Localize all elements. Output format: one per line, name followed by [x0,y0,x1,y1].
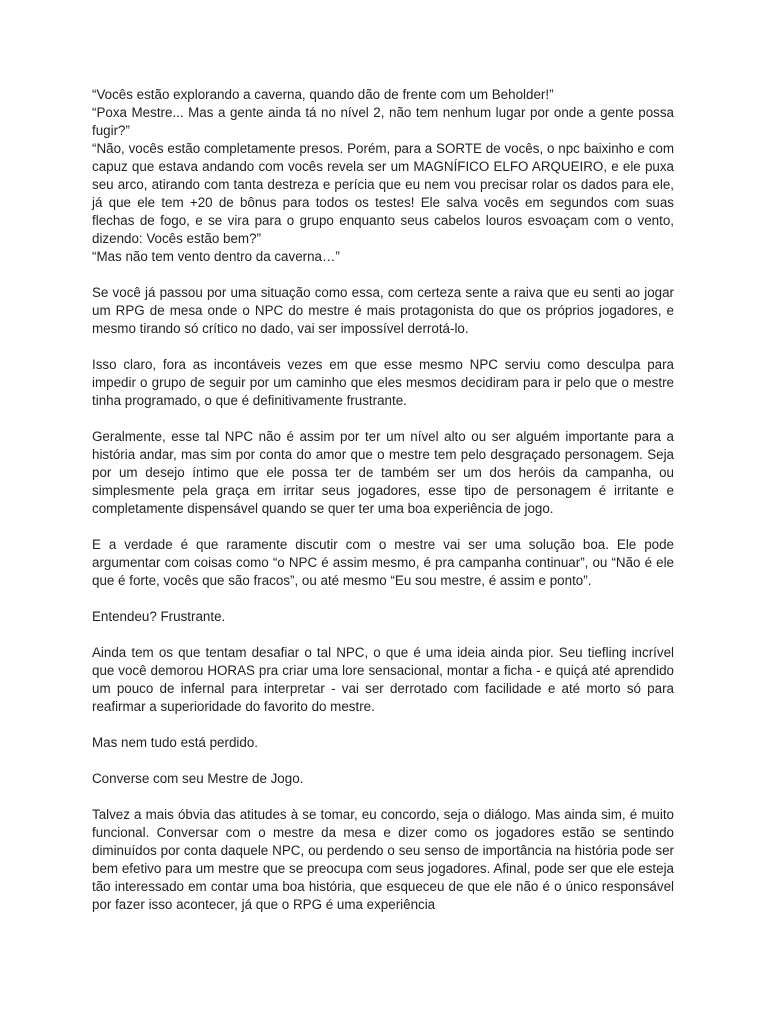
paragraph-intro: Se você já passou por uma situação como essa, com certeza sente a raiva que eu senti ao jogar um RPG de mesa onde o NPC do mestre é mais protagonista do que os próprios jogadores, e mesmo tirando só crítico no dado, vai ser impossível derrotá-lo. [92,285,674,336]
paragraph-discussion: E a verdade é que raramente discutir com o mestre vai ser uma solução boa. Ele pode argumentar com coisas como “o NPC é assim mesmo, é pra campanha continuar”, ou “Não é ele que é forte, vocês que são fracos”, ou até mesmo “Eu sou mestre, é assim e ponto”. [92,537,674,588]
paragraph-challenge: Ainda tem os que tentam desafiar o tal NPC, o que é uma ideia ainda pior. Seu tiefling incrível que você demorou HORAS pra criar uma lore sensacional, montar a ficha - e quiçá até aprendido um pouco de infernal para interpretar - vai ser derrotado com facilidade e até morto só para reafirmar a superioridade do favorito do mestre. [92,645,674,714]
section-heading-converse: Converse com seu Mestre de Jogo. [92,771,304,786]
dialogue-line-2: “Poxa Mestre... Mas a gente ainda tá no nível 2, não tem nenhum lugar por onde a gente possa fugir?” [92,105,674,138]
paragraph-not-lost: Mas nem tudo está perdido. [92,735,258,750]
document-page [92,86,674,914]
dialogue-line-3: “Não, vocês estão completamente presos. Porém, para a SORTE de vocês, o npc baixinho e com capuz que estava andando com vocês revela ser um MAGNÍFICO ELFO ARQUEIRO, e ele puxa seu arco, atirando com tanta destreza e perícia que eu nem vou precisar rolar os dados para ele, já que ele tem +20 de bônus para todos os testes! Ele salva vocês em segundos com suas flechas de fogo, e se vira para o grupo enquanto seus cabelos louros esvoaçam com o vento, dizendo: Vocês estão bem?” [92,141,674,246]
paragraph-reason: Geralmente, esse tal NPC não é assim por ter um nível alto ou ser alguém importante para a história andar, mas sim por conta do amor que o mestre tem pelo desgraçado personagem. Seja por um desejo íntimo que ele possa ter de também ser um dos heróis da campanha, ou simplesmente pela graça em irritar seus jogadores, esse tipo de personagem é irritante e completamente dispensável quando se quer ter uma boa experiência de jogo. [92,429,674,516]
dialogue-line-4: “Mas não tem vento dentro da caverna…” [92,249,340,264]
dialogue-line-1: “Vocês estão explorando a caverna, quando dão de frente com um Beholder!” [92,87,554,102]
paragraph-dialogue-advice: Talvez a mais óbvia das atitudes à se tomar, eu concordo, seja o diálogo. Mas ainda sim, é muito funcional. Conversar com o mestre da mesa e dizer como os jogadores estão se sentindo diminuídos por conta daquele NPC, ou perdendo o seu senso de importância na história pode ser bem efetivo para um mestre que se preocupa com seus jogadores. Afinal, pode ser que ele esteja tão interessado em contar uma boa história, que esqueceu de que ele não é o único responsável por fazer isso acontecer, já que o RPG é uma experiência [92,807,674,912]
paragraph-frustrating: Entendeu? Frustrante. [92,609,226,624]
paragraph-excuse: Isso claro, fora as incontáveis vezes em que esse mesmo NPC serviu como desculpa para impedir o grupo de seguir por um caminho que eles mesmos decidiram para ir pelo que o mestre tinha programado, o que é definitivamente frustrante. [92,357,674,408]
